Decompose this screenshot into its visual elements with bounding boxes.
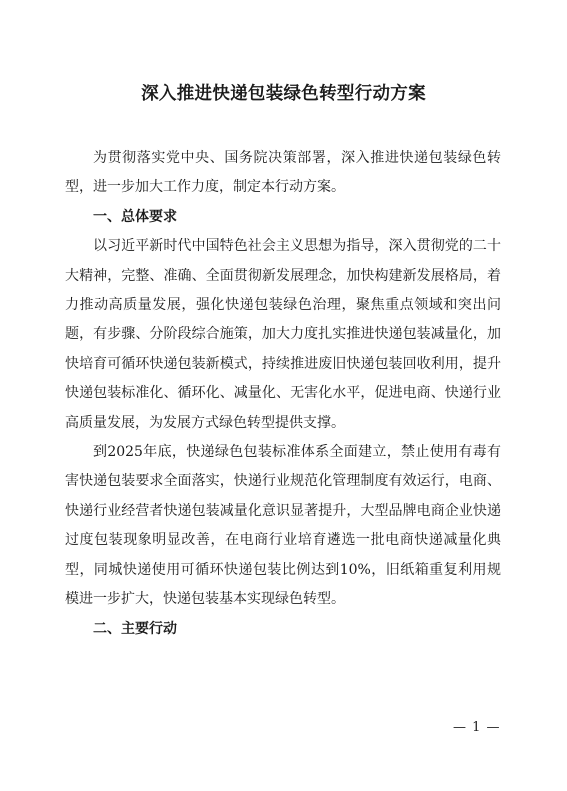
document-body — [65, 144, 501, 644]
intro-paragraph: 为贯彻落实党中央、国务院决策部署，深入推进快递包装绿色转型，进一步加大工作力度，制定本行动方案。 — [65, 150, 501, 196]
document-title: 深入推进快递包装绿色转型行动方案 — [141, 84, 426, 104]
section-heading-main-actions: 二、主要行动 — [93, 620, 177, 637]
targets-2025-paragraph: 到2025年底，快递绿色包装标准体系全面建立，禁止使用有毒有害快递包装要求全面落实，快递行业规范化管理制度有效运行，电商、快递行业经营者快递包装减量化意识显著提升，大型品牌电商企业快递过度包装现象明显改善，在电商行业培育遴选一批电商快递减量化典型，同城快递使用可循环快递包装比例达到10%，旧纸箱重复利用规模进一步扩大，快递包装基本实现绿色转型。 — [65, 444, 501, 608]
section-heading-general-requirements: 一、总体要求 — [93, 208, 177, 225]
general-requirements-paragraph: 以习近平新时代中国特色社会主义思想为指导，深入贯彻党的二十大精神，完整、准确、全面贯彻新发展理念，加快构建新发展格局，着力推动高质量发展，强化快递包装绿色治理，聚焦重点领域和突出问题，有步骤、分阶段综合施策，加大力度扎实推进快递包装减量化，加快培育可循环快递包装新模式，持续推进废旧快递包装回收利用，提升快递包装标准化、循环化、减量化、无害化水平，促进电商、快递行业高质量发展，为发展方式绿色转型提供支撑。 — [65, 238, 501, 431]
page-number: — 1 — — [453, 720, 501, 735]
